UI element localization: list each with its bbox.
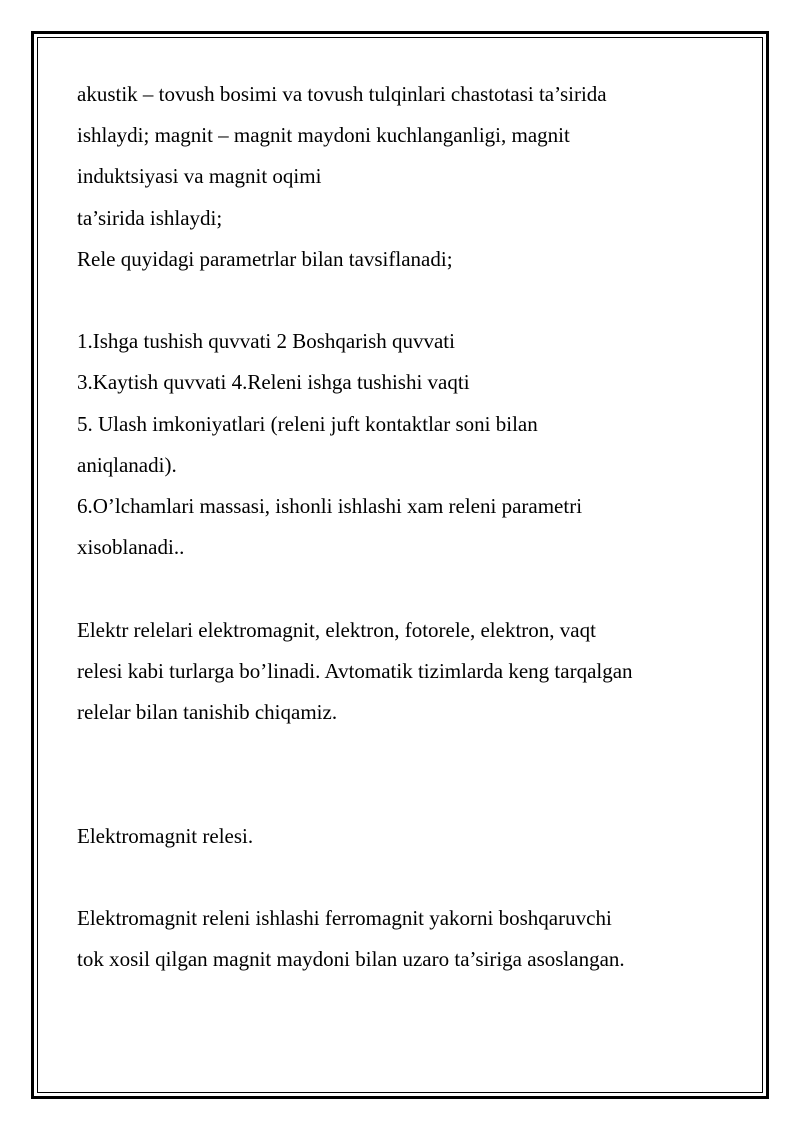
text-line: aniqlanadi). xyxy=(77,452,177,477)
text-line: xisoblanadi.. xyxy=(77,535,185,560)
blank-line xyxy=(77,733,737,774)
document-body xyxy=(77,74,737,980)
text-line: ishlaydi; magnit – magnit maydoni kuchlanganligi, magnit xyxy=(77,123,570,148)
blank-line xyxy=(77,857,737,898)
text-line: 6.O’lchamlari massasi, ishonli ishlashi xam releni parametri xyxy=(77,494,583,519)
text-line: akustik – tovush bosimi va tovush tulqinlari chastotasi ta’sirida xyxy=(77,82,607,106)
text-line: relesi kabi turlarga bo’linadi. Avtomatik tizimlarda keng tarqalgan xyxy=(77,658,633,683)
text-line: Elektr relelari elektromagnit, elektron, fotorele, elektron, vaqt xyxy=(77,617,596,642)
blank-line xyxy=(77,774,737,815)
text-line: 1.Ishga tushish quvvati 2 Boshqarish quvvati xyxy=(77,329,455,354)
text-line: ta’sirida ishlaydi; xyxy=(77,205,223,230)
blank-line xyxy=(77,568,737,609)
text-line: relelar bilan tanishib chiqamiz. xyxy=(77,700,338,725)
text-line: induktsiyasi va magnit oqimi xyxy=(77,164,322,189)
text-line: 3.Kaytish quvvati 4.Releni ishga tushishi vaqti xyxy=(77,370,470,395)
text-line: Elektromagnit releni ishlashi ferromagnit yakorni boshqaruvchi xyxy=(77,905,612,930)
text-line: Rele quyidagi parametrlar bilan tavsiflanadi; xyxy=(77,246,453,271)
blank-line xyxy=(77,280,737,321)
section-heading: Elektromagnit relesi. xyxy=(77,823,254,848)
text-line: 5. Ulash imkoniyatlari (releni juft kontaktlar soni bilan xyxy=(77,411,538,436)
text-line: tok xosil qilgan magnit maydoni bilan uzaro ta’siriga asoslangan. xyxy=(77,947,625,972)
